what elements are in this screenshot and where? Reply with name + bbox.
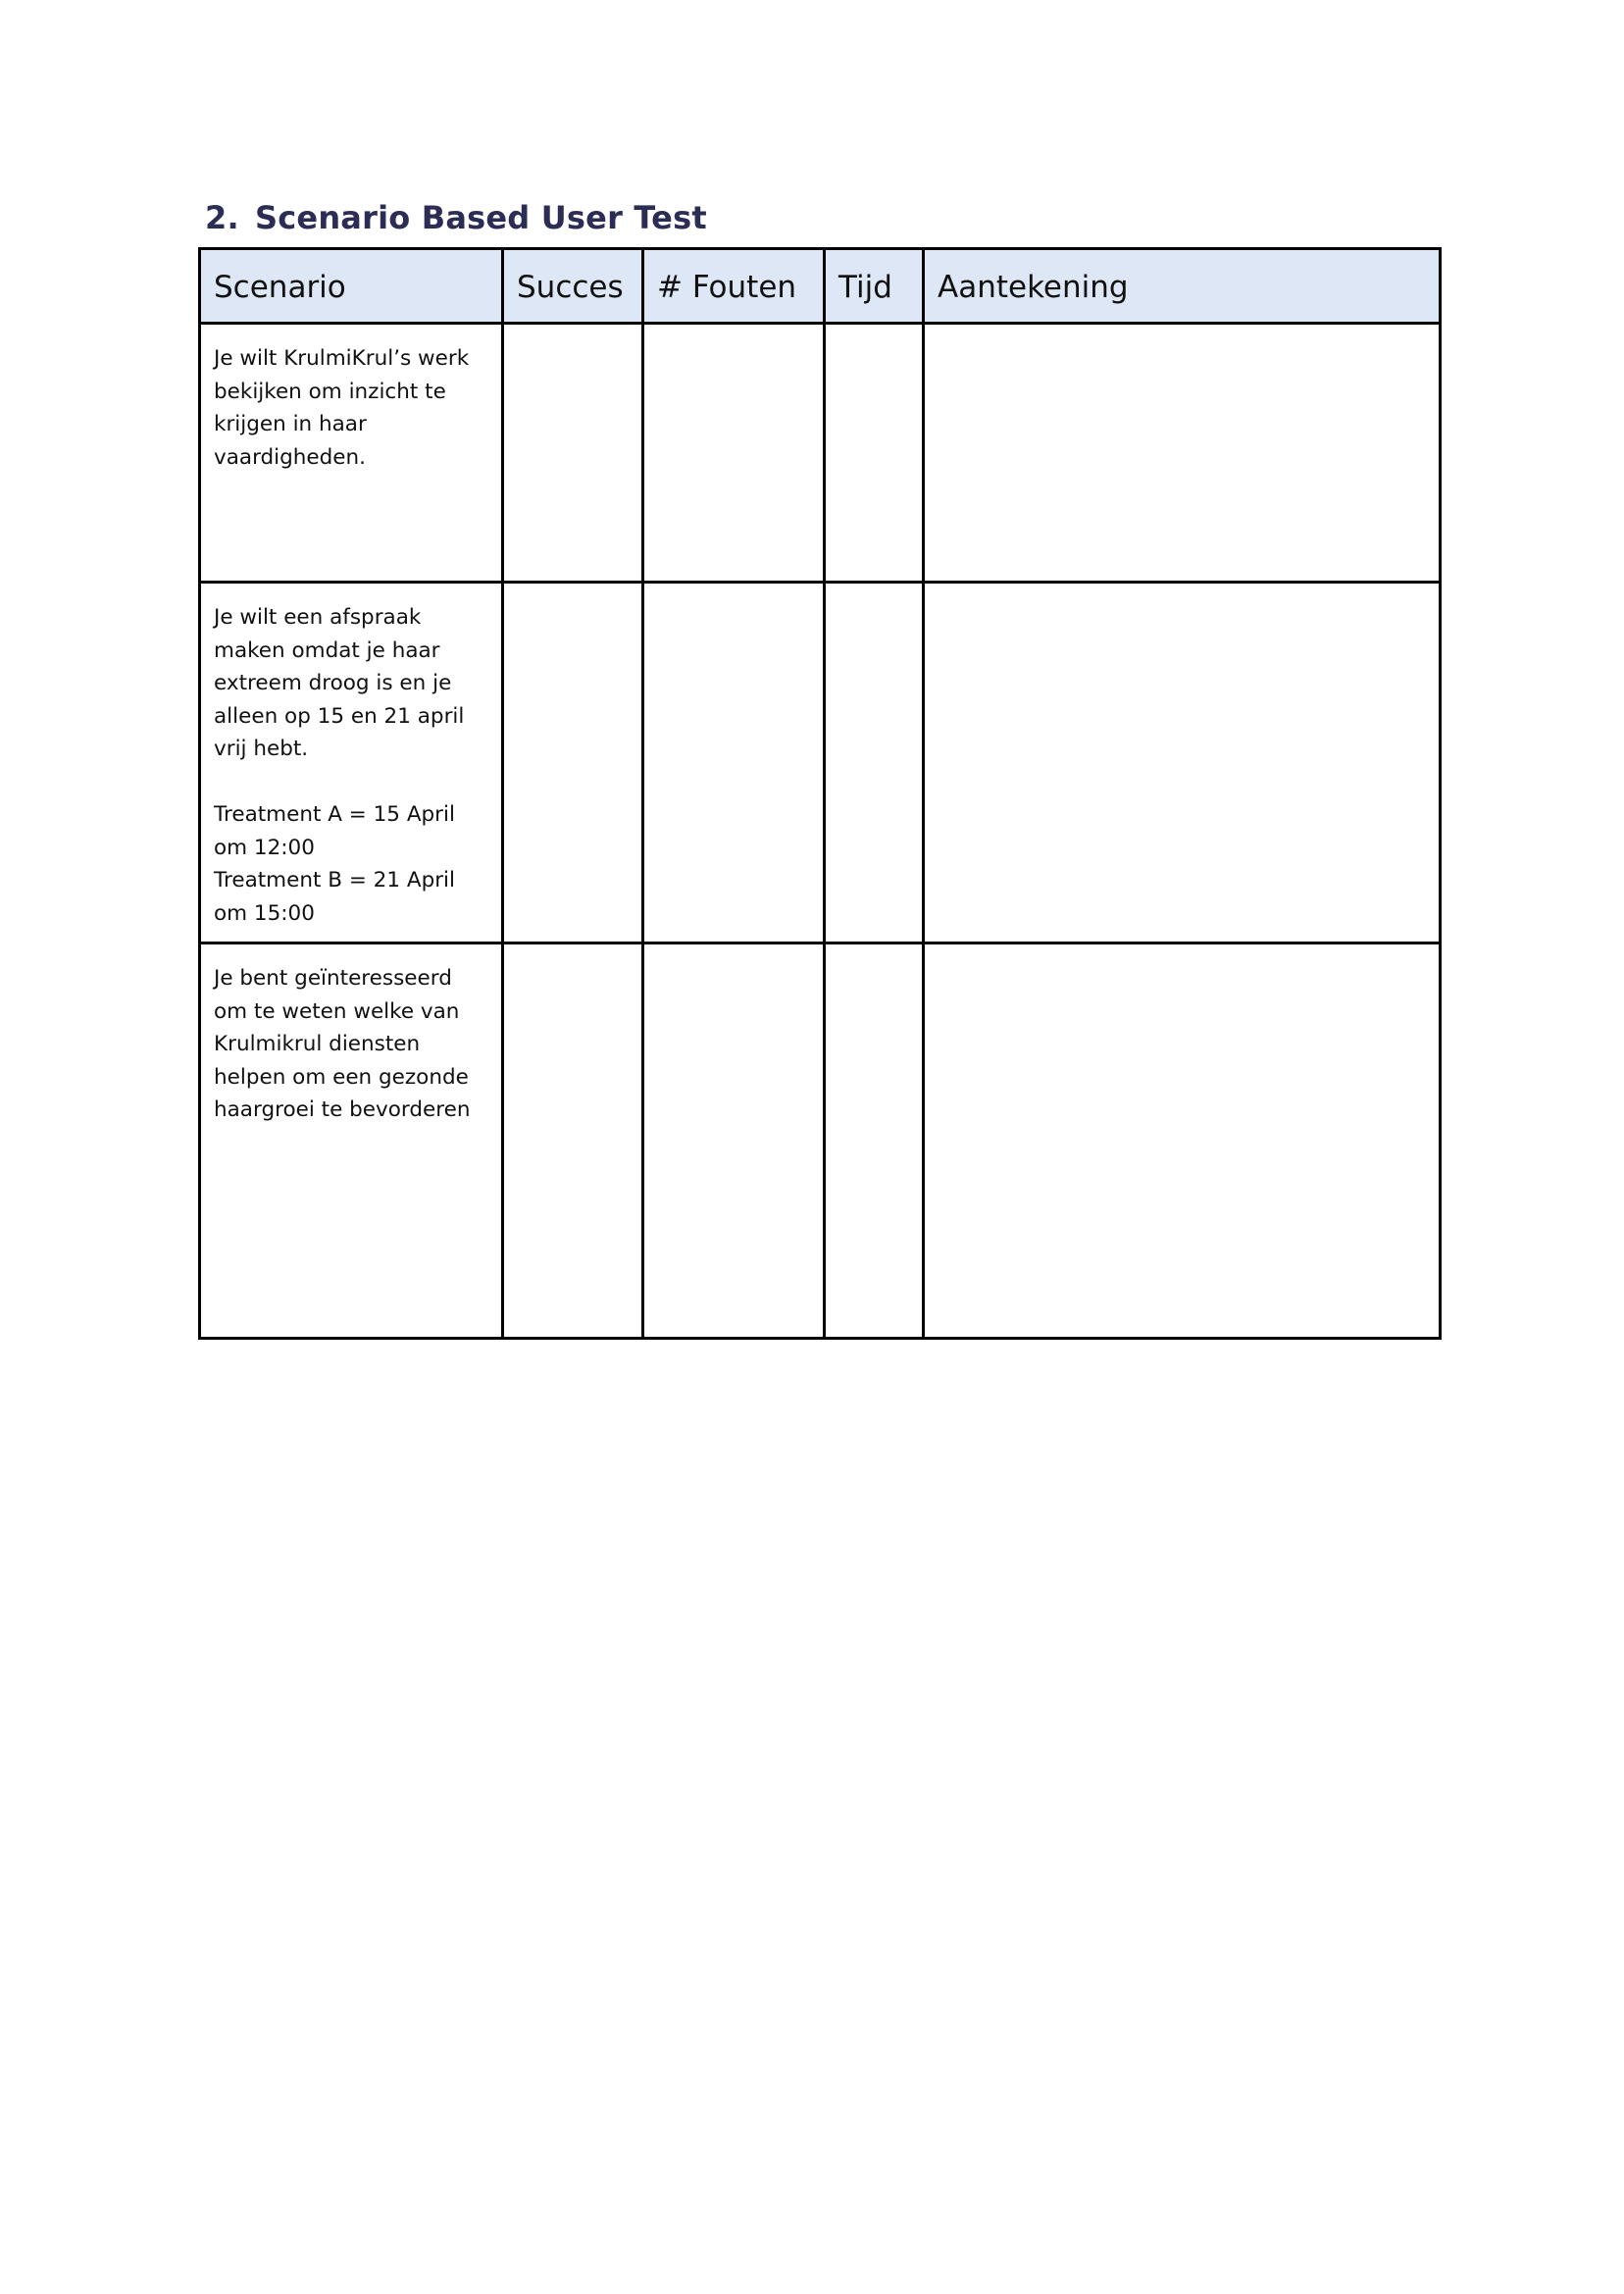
aantekening-cell — [924, 943, 1441, 1339]
header-fouten: # Fouten — [643, 249, 825, 324]
scenario-cell: Je wilt KrulmiKrul’s werk bekijken om inzicht te krijgen in haar vaardigheden. — [200, 324, 503, 583]
fouten-cell — [643, 324, 825, 583]
succes-cell — [503, 583, 643, 943]
aantekening-cell — [924, 324, 1441, 583]
table-row — [200, 943, 1441, 1339]
header-aantekening: Aantekening — [924, 249, 1441, 324]
table-header-row — [200, 249, 1441, 324]
fouten-cell — [643, 943, 825, 1339]
scenario-cell: Je bent geïnteresseerd om te weten welke van Krulmikrul diensten helpen om een gezonde haargroei te bevorderen — [200, 943, 503, 1339]
aantekening-cell — [924, 583, 1441, 943]
succes-cell — [503, 943, 643, 1339]
fouten-cell — [643, 583, 825, 943]
header-tijd: Tijd — [825, 249, 924, 324]
scenario-cell: Je wilt een afspraak maken omdat je haar extreem droog is en je alleen op 15 en 21 april vrij hebt. Treatment A = 15 April om 12:00 Treatment B = 21 April om 15:00 — [200, 583, 503, 943]
section-title: Scenario Based User Test — [255, 199, 707, 236]
table-row — [200, 324, 1441, 583]
section-number: 2. — [205, 199, 239, 236]
tijd-cell — [825, 943, 924, 1339]
table-row — [200, 583, 1441, 943]
section-heading — [205, 199, 707, 236]
header-scenario: Scenario — [200, 249, 503, 324]
succes-cell — [503, 324, 643, 583]
tijd-cell — [825, 583, 924, 943]
scenario-test-table — [198, 247, 1442, 1340]
header-succes: Succes — [503, 249, 643, 324]
tijd-cell — [825, 324, 924, 583]
